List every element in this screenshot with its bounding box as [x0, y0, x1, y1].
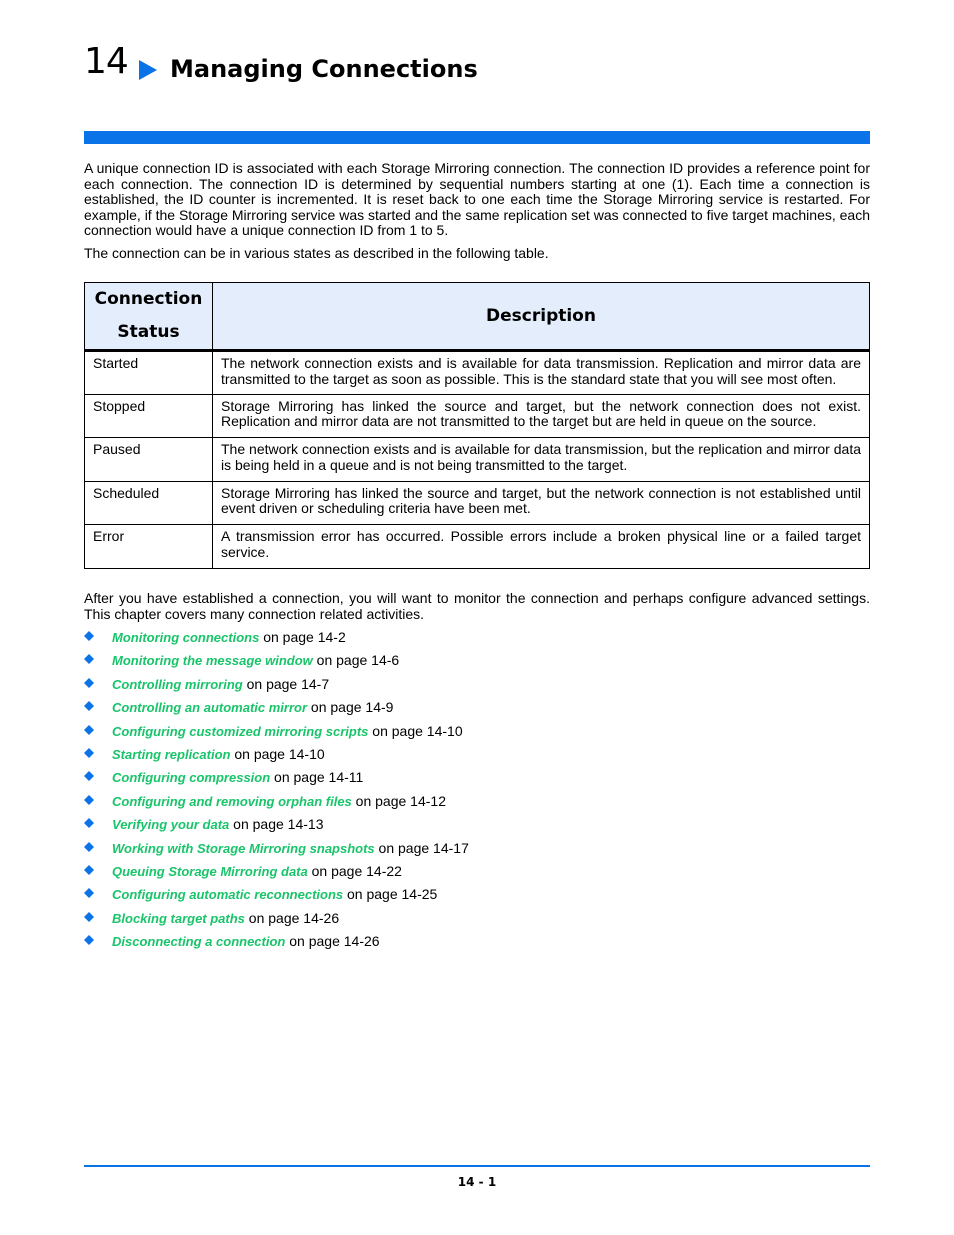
description-cell: The network connection exists and is available for data transmission, but the replication and mirror data is being held in a queue and is not being transmitted to the target.: [213, 438, 870, 482]
description-cell: Storage Mirroring has linked the source and target, but the network connection does not exist. Replication and mirror data are not transmitted to the target but are held in queue on the source.: [213, 394, 870, 438]
list-item: [84, 651, 469, 674]
page-reference: on page 14-12: [351, 792, 446, 809]
chapter-link[interactable]: Working with Storage Mirroring snapshots: [112, 840, 375, 856]
page-reference: on page 14-6: [312, 652, 400, 669]
list-item: [84, 885, 469, 908]
page-reference: on page 14-7: [242, 675, 330, 692]
page-reference: on page 14-25: [343, 886, 438, 903]
list-item: [84, 862, 469, 885]
chapter-link[interactable]: Monitoring connections: [112, 630, 260, 645]
title-divider: [84, 131, 870, 144]
chapter-link[interactable]: Configuring customized mirroring scripts: [112, 723, 369, 739]
list-item: [84, 628, 469, 651]
footer-divider: [84, 1165, 870, 1167]
chapter-links-list: [84, 628, 469, 955]
list-item: [84, 932, 469, 955]
page-reference: on page 14-10: [230, 745, 325, 762]
table-row: [85, 394, 870, 438]
page-reference: on page 14-22: [307, 862, 402, 879]
diamond-bullet-icon: [84, 888, 94, 898]
status-cell: Started: [85, 351, 213, 395]
table-row: [85, 351, 870, 395]
diamond-bullet-icon: [84, 654, 94, 664]
table-row: [85, 481, 870, 525]
chapter-title: Managing Connections: [170, 55, 478, 83]
diamond-bullet-icon: [84, 748, 94, 758]
description-cell: The network connection exists and is available for data transmission. Replication and mirror data are transmitted to the target as soon as possible. This is the standard state that you will see most often.: [213, 351, 870, 395]
status-cell: Error: [85, 525, 213, 569]
diamond-bullet-icon: [84, 818, 94, 828]
list-item: [84, 815, 469, 838]
status-cell: Scheduled: [85, 481, 213, 525]
page-number: 14 - 1: [457, 1175, 497, 1189]
page-reference: on page 14-13: [229, 816, 324, 833]
status-cell: Stopped: [85, 394, 213, 438]
list-item: [84, 698, 469, 721]
diamond-bullet-icon: [84, 701, 94, 711]
description-column-header: Description: [213, 283, 870, 351]
list-item: [84, 792, 469, 815]
chapter-number: 14: [84, 41, 128, 82]
intro-paragraph: A unique connection ID is associated with each Storage Mirroring connection. The connection ID provides a reference point for each connection. The connection ID is determined by sequential numbers starting at one (1). Each time a connection is established, the ID counter is incremented. It is reset back to one each time the Storage Mirroring service is restarted. For example, if the Storage Mirroring service was started and the same replication set was connected to five target machines, each connection would have a unique connection ID from 1 to 5.: [84, 160, 870, 238]
page-reference: on page 14-9: [307, 699, 394, 716]
chapter-link[interactable]: Configuring and removing orphan files: [112, 793, 352, 809]
page-reference: on page 14-10: [368, 722, 463, 739]
triangle-arrow-icon: [137, 59, 159, 81]
after-paragraph: After you have established a connection, you will want to monitor the connection and perhaps configure advanced settings. This chapter covers many connection related activities.: [84, 590, 870, 622]
chapter-link[interactable]: Configuring automatic reconnections: [112, 887, 344, 903]
diamond-bullet-icon: [84, 795, 94, 805]
diamond-bullet-icon: [84, 935, 94, 945]
list-item: [84, 675, 469, 698]
chapter-link[interactable]: Starting replication: [112, 746, 231, 762]
chapter-link[interactable]: Controlling mirroring: [112, 676, 243, 692]
diamond-bullet-icon: [84, 912, 94, 922]
chapter-link[interactable]: Verifying your data: [112, 817, 230, 833]
status-column-header: Connection Status: [85, 283, 213, 351]
states-paragraph: The connection can be in various states as described in the following table.: [84, 245, 549, 261]
diamond-bullet-icon: [84, 678, 94, 688]
list-item: [84, 839, 469, 862]
chapter-link[interactable]: Queuing Storage Mirroring data: [112, 863, 308, 879]
page-reference: on page 14-26: [244, 909, 340, 926]
table-header-row: [85, 283, 870, 351]
page-reference: on page 14-2: [259, 629, 346, 645]
table-row: [85, 525, 870, 569]
chapter-link[interactable]: Monitoring the message window: [112, 653, 313, 669]
diamond-bullet-icon: [84, 842, 94, 852]
diamond-bullet-icon: [84, 865, 94, 875]
diamond-bullet-icon: [84, 631, 94, 641]
chapter-link[interactable]: Disconnecting a connection: [112, 934, 286, 950]
chapter-link[interactable]: Configuring compression: [112, 770, 271, 786]
list-item: [84, 722, 469, 745]
description-cell: A transmission error has occurred. Possible errors include a broken physical line or a failed target service.: [213, 525, 870, 569]
description-cell: Storage Mirroring has linked the source and target, but the network connection is not established until event driven or scheduling criteria have been met.: [213, 481, 870, 525]
diamond-bullet-icon: [84, 771, 94, 781]
list-item: [84, 909, 469, 932]
chapter-link[interactable]: Blocking target paths: [112, 910, 245, 926]
diamond-bullet-icon: [84, 725, 94, 735]
page-reference: on page 14-17: [374, 839, 469, 856]
page-reference: on page 14-11: [270, 769, 364, 786]
list-item: [84, 745, 469, 768]
table-row: [85, 438, 870, 482]
status-cell: Paused: [85, 438, 213, 482]
list-item: [84, 768, 469, 791]
chapter-link[interactable]: Controlling an automatic mirror: [112, 700, 308, 716]
connection-status-table: [84, 282, 870, 569]
page-reference: on page 14-26: [285, 933, 380, 950]
